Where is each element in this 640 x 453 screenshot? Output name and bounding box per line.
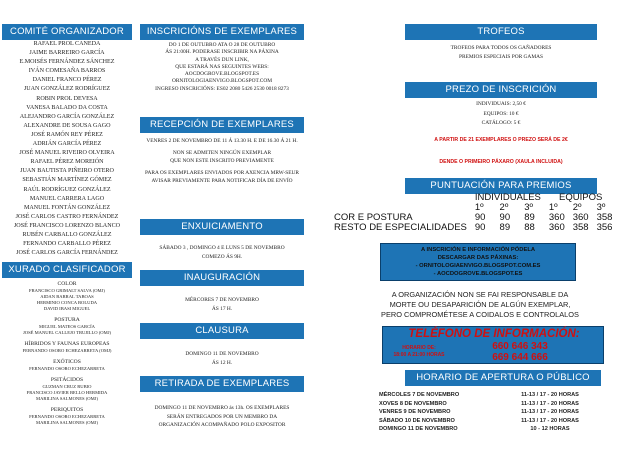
info-line: A INSCRICIÓN E INFORMACIÓN PÓDELA [420,247,536,253]
telefono-hours-value: 18:00 A 21:00 HORAS [393,352,445,358]
score-value: 360 [572,212,589,223]
score-place-header: 3º [596,202,606,213]
prezo-note-2: DENDE O PRIMEIRO PÁXARO (XAULA INCLUIDA) [439,159,563,165]
trofeos-line: TROFEOS PARA TODOS OS GAÑADORES [450,45,552,51]
recepcion-line: NON SE ADMITEN NINGÚN EXEMPLAR [172,150,272,156]
score-value: 360 [548,212,565,223]
comite-member: MANUEL CARRERA LAGO [29,195,105,202]
inscricions-line: ÁS 21:00H. PODERASE INSCRIBIR NA PÁXINA [165,49,279,56]
horario-row [375,408,605,417]
telefono-number-1[interactable]: 660 646 343 [492,341,548,352]
clausura-line: DOMINGO 11 DE NOVEMBRO [185,351,259,357]
comite-member: ALEXANDRE DE SOUSA GAGO [23,122,111,129]
horario-hours: 11-13 / 17 - 20 HORAS [521,417,579,424]
horario-day: SÁBADO 10 DE NOVEMBRO [379,417,455,424]
comite-member: ADRIÁN GARCÍA PÉREZ [32,141,102,148]
comite-member: JUAN BAUTISTA PIÑEIRO OTERO [20,168,114,175]
inscricions-text [140,42,304,93]
horario-day: DOMINGO 11 DE NOVEMBRO [379,426,458,433]
info-line: - AOCDOGROVE.BLOGSPOT.ES [433,271,523,277]
xurado-title: XURADO CLASIFICADOR [2,262,132,278]
comite-member: JOSÉ MANUEL RIVEIRO OLVEIRA [19,150,115,157]
horario-row [375,417,605,426]
puntuacion-table [330,193,616,233]
enxuiciamento-text [140,244,304,261]
prezo-text [405,100,597,129]
score-group-equipos: EQUIPOS [559,192,603,203]
comite-title: COMITÉ ORGANIZADOR [2,24,132,40]
horario-day: XOVES 8 DE NOVEMBRO [379,400,447,407]
info-box [380,243,576,281]
score-row-label: RESTO DE ESPECIALIDADES [334,222,467,233]
score-value: 358 [596,212,613,223]
enxuiciamento-line: SÁBADO 3 , DOMINGO 4 E LUNS 5 DE NOVEMBRO [159,245,285,251]
info-line: - ORNITOLOGIAENVIGO.BLOGSPOT.COM.ES [415,263,541,269]
score-place-header: 3º [524,202,533,213]
retirada-title: RETIRADA DE EXEMPLARES [140,376,304,392]
score-place-header: 2º [499,202,509,213]
telefono-number-2[interactable]: 669 644 666 [492,352,548,363]
comite-member: RUBÉN CARBALLO GONZÁLEZ [22,231,112,238]
xurado-section-title: POSTURA [54,317,80,323]
horario-row [375,391,605,400]
xurado-member: FRANCISCO JAVIER BELLO HERMIDA [26,390,108,395]
xurado-member: JOSÉ MANUEL CALLEJO TRUJILLO (OMJ) [22,330,112,335]
retirada-line: SERÁN ENTREGADOS POR UN MEMBRO DA [166,413,278,420]
horario-hours: 11-13 / 17 - 20 HORAS [521,400,579,407]
xurado-section-title: HÍBRIDOS Y FAUNAS EUROPEAS [24,341,110,347]
score-row-label: COR E POSTURA [334,212,413,223]
score-value: 89 [499,222,511,233]
recepcion-line: QUE NON ESTE INSCRITO PREVIAMENTE [170,158,274,164]
retirada-line: DOMINGO 11 DE NOVEMBRO ás 13h. OS EXEMPLARES [154,405,290,411]
inscricions-line: QUE ESTARÁ NAS SEGUINTES WEBS: [175,63,269,70]
horario-hours: 11-13 / 17 - 20 HORAS [521,392,579,398]
comite-member: JOSÉ FRANCISCO LORENZO BLANCO [13,222,121,229]
score-place-header: 1º [474,202,484,213]
score-value: 360 [548,222,565,233]
score-value: 88 [524,222,535,233]
score-group-individual: INDIVIDUALES [474,192,541,203]
xurado-section-title: PERIQUITOS [50,407,84,413]
aviso-line: A ORGANIZACIÓN NON SE FAI RESPONSABLE DA [391,290,569,299]
xurado-member: MARILINA SALMONES (OMJ) [35,396,99,401]
horario-hours: 11-13 / 17 - 20 HORAS [521,409,579,416]
retirada-text [140,404,304,430]
score-value: 358 [572,222,589,233]
comite-member: JOSÉ CARLOS GARCÍA FERNÁNDEZ [16,250,118,257]
inauguracion-title: INAUGURACIÓN [140,270,304,286]
prezo-title: PREZO DE INSCRICIÓN [405,82,597,98]
score-value: 89 [524,212,535,223]
xurado-member: FERNANDO OSORO ECHEZARRETA (OMJ) [22,348,112,353]
comite-member: JOSÉ RAMÓN REY PÉREZ [31,131,103,138]
inauguracion-text [140,296,304,313]
horario-day: VENRES 9 DE NOVEMBRO [379,409,451,416]
xurado-member: HERMINIO CONCA BOLUDA [36,300,98,305]
clausura-line: ÁS 12 H. [211,359,233,366]
telefono-hours-label: HORARIO DE: [402,345,436,351]
score-place-header: 2º [572,202,582,213]
enxuiciamento-title: ENXUICIAMENTO [140,219,304,235]
trofeos-text [405,44,597,62]
comite-member: RAFAEL PROL CANEDA [33,41,101,47]
prezo-line: EQUIPOS: 10 € [483,110,519,117]
comite-member: IVÁN COMESAÑA BARROS [28,68,106,75]
xurado-member: AIDAN BARRAL TABOAS [40,294,94,299]
comite-member: E.MOISÉS FERNÁNDEZ SÁNCHEZ [19,59,115,66]
inscricions-line: AOCDOGROVE.BLOGSPOT.ES [184,71,260,78]
score-value: 356 [596,222,613,233]
horario-day: MÉRCOLES 7 DE NOVEMBRO [379,392,460,398]
xurado-member: FRANCISCO GRIMALT SALVA (OMJ) [29,288,105,293]
horario-title: HORARIO DE APERTURA O PÚBLICO [405,370,601,386]
comite-member: SEBASTIÁN MARTÍNEZ GÓMEZ [22,177,112,184]
prezo-note-1: A PARTIR DE 21 EXEMPLARES O PREZO SERÁ DE 2€ [434,137,568,143]
clausura-text [140,350,304,367]
aviso-text [352,290,608,320]
xurado-member: GUZMAN CRUZ RUBIO [42,384,92,389]
recepcion-line: AVISAR PREVIAMENTE PARA NOTIFICAR DÍA DE ENVÍO [151,178,293,184]
horario-hours: 10 - 12 HORAS [530,426,570,433]
xurado-member: DAVID IBASI MIGUEL [43,306,91,311]
score-value: 90 [499,212,511,223]
recepcion-title: RECEPCIÓN DE EXEMPLARES [140,117,304,133]
telefono-box [382,326,604,364]
score-place-header: 1º [548,202,558,213]
inscricions-line: INGRESO INSCRICIÓNS: ES02 2080 5426 2530 0018 8273 [155,85,289,92]
horario-row [375,425,605,434]
recepcion-line: PARA OS EXEMPLARES ENVIADOS POR AXENCIA MRW-SEUR [144,170,300,176]
inscricions-line: DO 1 DE OUTUBRO ATA O 28 DE OUTUBRO [168,42,276,48]
recepcion-text [140,137,304,185]
comite-member: JUAN GONZÁLEZ RODRÍGUEZ [23,86,111,93]
comite-member: JAIME BARREIRO GARCÍA [29,50,105,57]
horario-table [375,391,605,434]
recepcion-line: VENRES 2 DE NOVEMBRO DE 11 Á 13.30 H. E DE 16.30 Á 21 H. [146,138,298,144]
xurado-member: MARILINA SALMONES (OMJ) [35,420,99,425]
score-value: 90 [474,222,486,233]
xurado-member: FERNANDO OSORO ECHEZARRETA [29,366,105,371]
info-line: DESCARGAR DAS PÁXINAS: [437,255,519,261]
comite-member: ALEJANDRO GARCÍA GONZÁLEZ [19,113,115,120]
retirada-line: ORGANIZACIÓN ACOMPAÑADO POLO EXPOSITOR [158,422,286,428]
enxuiciamento-line: COMEZO ÁS 9H. [201,253,243,260]
inauguracion-line: MÉRCORES 7 DE NOVEMBRO [185,297,259,303]
clausura-title: CLAUSURA [140,323,304,339]
comite-member: JOSÉ CARLOS CASTRO FERNÁNDEZ [15,213,119,220]
comite-member: VANESA BALADO DA COSTA [26,104,108,111]
comite-member: RAFAEL PÉREZ MOREIÓN [30,159,104,166]
prezo-line: INDIVIDUAIS: 2,50 € [476,101,526,107]
score-row [330,223,616,233]
horario-row [375,400,605,409]
prezo-line: CATÁLOGO: 5 € [481,120,521,126]
puntuacion-title: PUNTUACIÓN PARA PREMIOS [405,178,597,194]
xurado-sections [2,276,132,426]
trofeos-line: PREMIOS ESPECIAIS POR GAMAS [458,54,544,60]
xurado-member: FERNANDO OSORO ECHEZARRETA [29,414,105,419]
xurado-section-title: PSITÁCIDOS [50,377,84,383]
trofeos-title: TROFEOS [405,24,597,40]
comite-member: RAÚL RODRÍGUEZ GONZÁLEZ [23,186,111,193]
telefono-title: TELÉFONO DE INFORMACIÓN: [408,328,580,340]
xurado-section-title: EXÓTICOS [53,359,81,365]
aviso-line: PERO COMPROMÉTESE A COIDALOS E CONTROLALOS [381,310,579,319]
comite-member-list [2,40,132,258]
inscricions-line: ORNITOLOGIAENVIGO.BLOGSPOT.COM [171,78,273,85]
inscricions-line: A TRAVÉS DUN LINK, [195,56,249,63]
score-value: 90 [474,212,486,223]
xurado-section-title: COLOR [57,281,77,287]
comite-member: DANIEL FRANCO PÉREZ [32,77,102,84]
comite-member: FERNANDO CARBALLO PÉREZ [23,241,111,248]
xurado-member: MIGUEL MATEOS GARCÍA [39,324,95,329]
aviso-line: MORTE OU DESAPARICIÓN DE ALGÚN EXEMPLAR, [389,300,571,309]
comite-member: MANUEL FONTÁN GONZÁLEZ [23,204,111,211]
inscricions-title: INSCRICIÓNS DE EXEMPLARES [140,24,304,40]
comite-member: ROBIN PROL DEVESA [36,95,98,102]
inauguracion-line: ÁS 17 H. [211,305,233,312]
